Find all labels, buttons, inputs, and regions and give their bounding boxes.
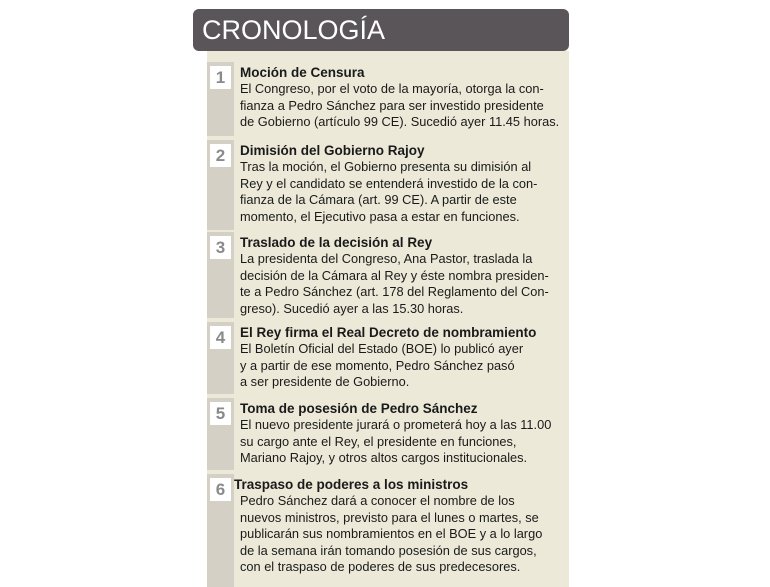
body-line: de la semana irán tomando posesión de sus cargos, <box>240 542 537 558</box>
entry-body <box>240 81 565 131</box>
body-line: El Congreso, por el voto de la mayoría, otorga la con- <box>240 81 544 96</box>
number-column <box>207 232 234 318</box>
body-line: La presidenta del Congreso, Ana Pastor, traslada la <box>240 251 533 266</box>
timeline-entry <box>207 474 569 587</box>
body-line: Mariano Rajoy, y otros altos cargos institucionales. <box>240 450 528 465</box>
page-title: CRONOLOGÍA <box>202 14 386 45</box>
number-column <box>207 474 234 587</box>
entry-text <box>240 400 565 467</box>
entry-body <box>240 251 565 317</box>
body-line: con el traspaso de poderes de sus predecesores. <box>240 559 521 574</box>
entry-title: Traslado de la decisión al Rey <box>240 235 433 250</box>
entry-number: 2 <box>210 144 231 167</box>
entry-text <box>240 324 565 391</box>
entry-title: Moción de Censura <box>240 65 365 80</box>
body-line: Pedro Sánchez dará a conocer el nombre de los <box>240 493 515 508</box>
body-line: Tras la moción, el Gobierno presenta su dimisión al <box>240 159 532 174</box>
number-column <box>207 62 234 136</box>
entry-number: 6 <box>210 478 231 501</box>
number-column <box>207 398 234 470</box>
entry-body <box>240 417 565 467</box>
body-line: decisión de la Cámara al Rey y éste nombra presiden- <box>240 267 549 283</box>
body-line: nuevos ministros, previsto para el lunes o martes, se <box>240 509 539 525</box>
entry-text <box>234 476 565 576</box>
entry-title: Toma de posesión de Pedro Sánchez <box>240 401 478 416</box>
entry-number: 3 <box>210 236 231 259</box>
entry-body <box>240 159 565 225</box>
number-column <box>207 140 234 230</box>
body-line: El nuevo presidente jurará o prometerá hoy a las 11.00 <box>240 417 552 432</box>
body-line: a ser presidente de Gobierno. <box>240 374 410 389</box>
entry-body <box>234 493 565 576</box>
timeline-entry <box>207 140 569 230</box>
body-line: El Boletín Oficial del Estado (BOE) lo publicó ayer <box>240 341 524 356</box>
body-line: su cargo ante el Rey, el presidente en funciones, <box>240 433 517 449</box>
entry-text <box>240 142 565 225</box>
body-line: Rey y el candidato se entenderá investido de la con- <box>240 175 538 191</box>
header-bar <box>193 9 569 51</box>
entry-body <box>240 341 565 391</box>
body-line: fianza a Pedro Sánchez para ser investido presidente <box>240 97 544 113</box>
entry-title: El Rey firma el Real Decreto de nombramiento <box>240 325 537 340</box>
body-line: te a Pedro Sánchez (art. 178 del Reglamento del Con- <box>240 284 549 299</box>
body-line: publicarán sus nombramientos en el BOE y a lo largo <box>240 526 543 541</box>
timeline-entry <box>207 232 569 318</box>
timeline-entry <box>207 398 569 470</box>
body-line: greso). Sucedió ayer a las 15.30 horas. <box>240 300 464 316</box>
timeline-entry <box>207 322 569 394</box>
timeline-entry <box>207 62 569 136</box>
entry-number: 1 <box>210 66 231 89</box>
entry-text <box>240 234 565 317</box>
entry-number: 5 <box>210 402 231 425</box>
entry-text <box>240 64 565 131</box>
body-line: fianza de la Cámara (art. 99 CE). A partir de este <box>240 192 517 207</box>
body-line: momento, el Ejecutivo pasa a estar en funciones. <box>240 208 520 224</box>
entry-title: Dimisión del Gobierno Rajoy <box>240 143 425 158</box>
entry-title: Traspaso de poderes a los ministros <box>234 477 469 492</box>
entry-number: 4 <box>210 326 231 349</box>
number-column <box>207 322 234 394</box>
body-line: y a partir de ese momento, Pedro Sánchez pasó <box>240 357 515 373</box>
body-line: de Gobierno (artículo 99 CE). Sucedió ayer 11.45 horas. <box>240 114 560 129</box>
